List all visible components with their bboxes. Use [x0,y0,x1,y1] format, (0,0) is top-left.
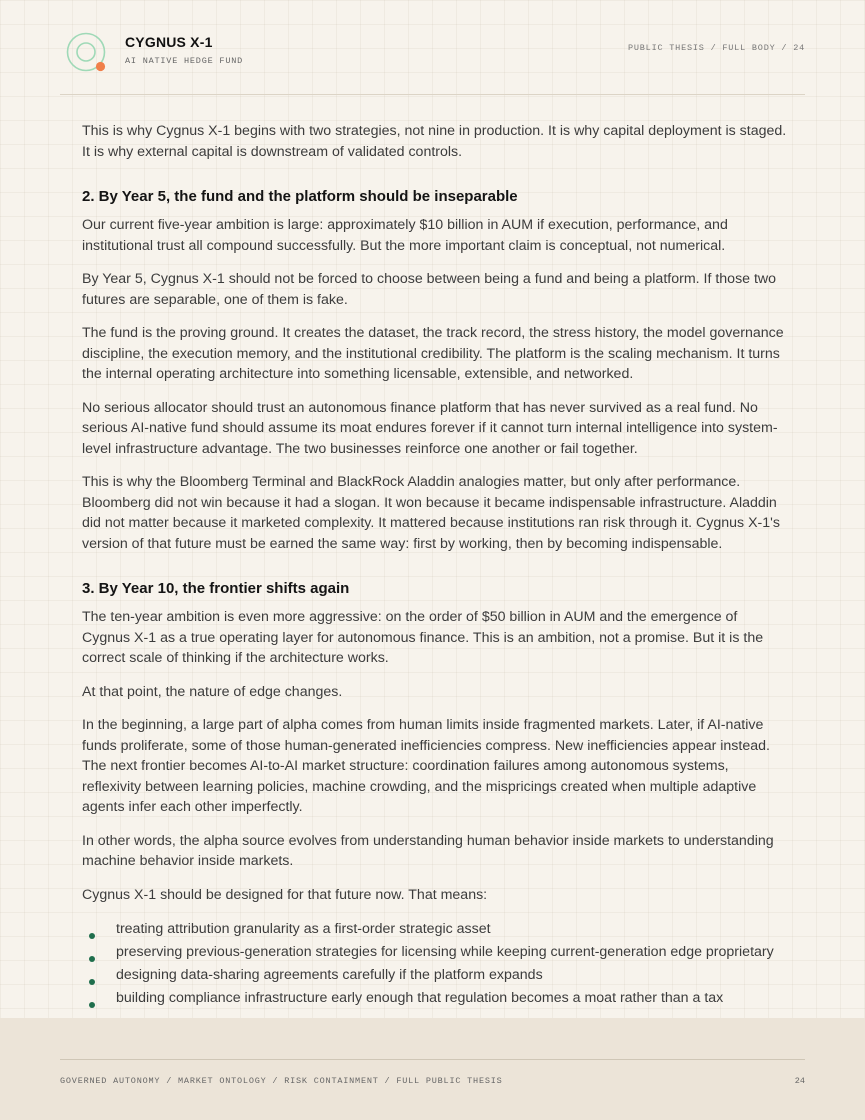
page-footer [0,1018,865,1120]
list-item: designing data-sharing agreements carefully if the platform expands [82,964,788,987]
section-2-heading: 2. By Year 5, the fund and the platform should be inseparable [82,188,518,205]
list-item: preserving previous-generation strategies for licensing while keeping current-generation edge proprietary [82,941,788,964]
paragraph: The ten-year ambition is even more aggressive: on the order of $50 billion in AUM and the emergence of Cygnus X-1 as a true operating layer for autonomous finance. This is an ambition, not a promise. But it is the correct scale of thinking if the architecture works. [82,609,764,666]
list-item: building compliance infrastructure early enough that regulation becomes a moat rather than a tax [82,987,788,1010]
paragraph: Our current five-year ambition is large: approximately $10 billion in AUM if execution, performance, and institutional trust all compound successfully. But the more important claim is conceptual, not numerical. [82,217,728,254]
page-number: 24 [794,1076,805,1086]
section-3-heading: 3. By Year 10, the frontier shifts again [82,580,350,597]
paragraph: In other words, the alpha source evolves from understanding human behavior inside markets to understanding machine behavior inside markets. [82,832,774,869]
paragraph: By Year 5, Cygnus X-1 should not be forced to choose between being a fund and being a platform. If those two futures are separable, one of them is fake. [82,271,777,308]
page-header [60,0,805,95]
paragraph: Cygnus X-1 should be designed for that future now. That means: [82,886,488,903]
intro-paragraph: This is why Cygnus X-1 begins with two strategies, not nine in production. It is why capital deployment is staged. It is why external capital is downstream of validated controls. [82,123,787,160]
paragraph: At that point, the nature of edge changes. [82,683,343,700]
orbit-ring-icon [66,32,110,76]
list-item: treating attribution granularity as a first-order strategic asset [82,918,788,941]
paragraph: This is why the Bloomberg Terminal and BlackRock Aladdin analogies matter, but only after performance. Bloomberg did not win because it had a slogan. It won because it became indispensable infrastructure. Aladdin did not matter because it marketed complexity. It mattered because institutions ran risk through it. Cygnus X-1's version of that future must be earned the same way: first by working, then by becoming indispensable. [82,474,780,552]
bullet-list [82,918,788,1010]
page-body [82,121,788,1010]
footer-tagline: GOVERNED AUTONOMY / MARKET ONTOLOGY / RISK CONTAINMENT / FULL PUBLIC THESIS [60,1076,503,1086]
brand-name: CYGNUS X-1 [125,34,213,50]
paragraph: In the beginning, a large part of alpha comes from human limits inside fragmented markets. Later, if AI-native funds proliferate, some of those human-generated inefficiencies compress. New inefficiencies appear instead. The next frontier becomes AI-to-AI market structure: coordination failures among autonomous systems, reflexivity between learning policies, machine crowding, and the mispricings created when multiple adaptive agents infer each other imperfectly. [82,717,770,815]
paragraph: The fund is the proving ground. It creates the dataset, the track record, the stress history, the model governance discipline, the execution memory, and the institutional credibility. The platform is the scaling mechanism. It turns the internal operating architecture into something licensable, extensible, and networked. [82,325,784,382]
footer-divider [60,1059,805,1060]
paragraph: No serious allocator should trust an autonomous finance platform that has never survived as a real fund. No serious AI-native fund should assume its moat endures forever if it cannot turn internal intelligence into system-level infrastructure advantage. The two businesses reinforce one another or fail together. [82,399,778,457]
section-label: PUBLIC THESIS / FULL BODY / 24 [627,43,805,53]
brand-tagline: AI NATIVE HEDGE FUND [125,56,244,66]
